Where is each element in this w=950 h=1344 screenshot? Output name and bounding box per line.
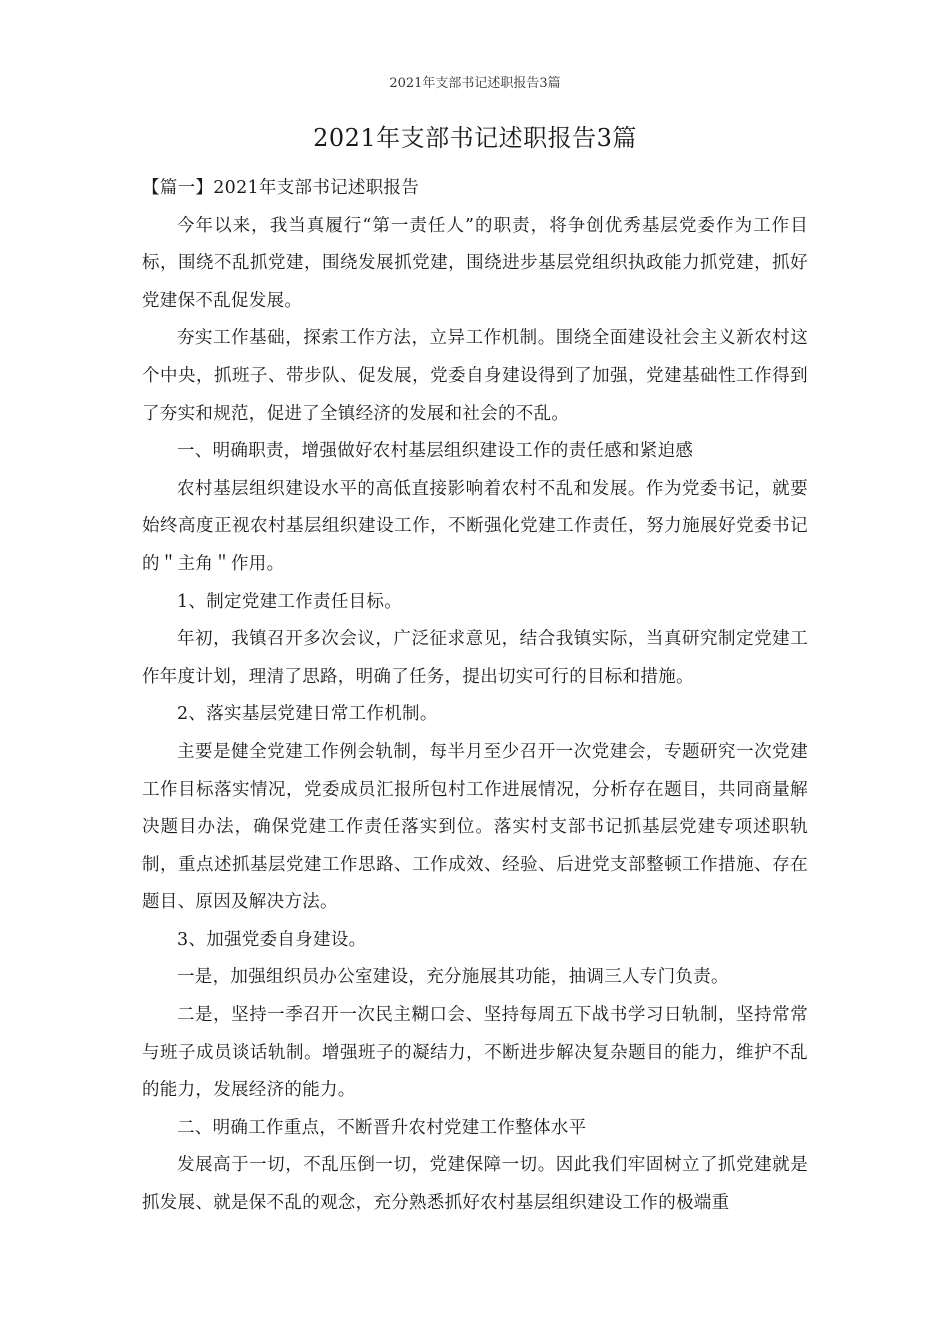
paragraph: 今年以来，我当真履行“第一责任人”的职责，将争创优秀基层党委作为工作目标，围绕不乱抓党建，围绕发展抓党建，围绕进步基层党组织执政能力抓党建，抓好党建保不乱促发展。 [142,215,808,311]
paragraph: 农村基层组织建设水平的高低直接影响着农村不乱和发展。作为党委书记，就要始终高度正视农村基层组织建设工作，不断强化党建工作责任，努力施展好党委书记的＂主角＂作用。 [142,478,808,574]
list-item: 3、加强党委自身建设。 [177,929,367,950]
subheading: 二、明确工作重点，不断晋升农村党建工作整体水平 [177,1117,587,1138]
running-header: 2021年支部书记述职报告3篇 [389,76,561,91]
paragraph: 发展高于一切，不乱压倒一切，党建保障一切。因此我们牢固树立了抓党建就是抓发展、就是保不乱的观念，充分熟悉抓好农村基层组织建设工作的极端重 [142,1155,808,1214]
paragraph: 二是，坚持一季召开一次民主糊口会、坚持每周五下战书学习日轨制，坚持常常与班子成员谈话轨制。增强班子的凝结力，不断进步解决复杂题目的能力，维护不乱的能力，发展经济的能力。 [142,1005,808,1101]
paragraph: 主要是健全党建工作例会轨制，每半月至少召开一次党建会，专题研究一次党建工作目标落实情况，党委成员汇报所包村工作进展情况，分析存在题目，共同商量解决题目办法，确保党建工作责任落实到位。落实村支部书记抓基层党建专项述职轨制，重点述抓基层党建工作思路、工作成效、经验、后进党支部整顿工作措施、存在题目、原因及解决方法。 [142,741,808,913]
paragraph: 年初，我镇召开多次会议，广泛征求意见，结合我镇实际，当真研究制定党建工作年度计划，理清了思路，明确了任务，提出切实可行的目标和措施。 [142,629,808,687]
list-item: 1、制定党建工作责任目标。 [177,591,403,612]
list-item: 2、落实基层党建日常工作机制。 [177,704,438,725]
paragraph: 一是，加强组织员办公室建设，充分施展其功能，抽调三人专门负责。 [177,967,729,988]
document-title: 2021年支部书记述职报告3篇 [313,124,637,152]
section-heading: 【篇一】2021年支部书记述职报告 [142,178,420,198]
paragraph: 夯实工作基础，探索工作方法，立异工作机制。围绕全面建设社会主义新农村这个中央，抓班子、带步队、促发展，党委自身建设得到了加强，党建基础性工作得到了夯实和规范，促进了全镇经济的发展和社会的不乱。 [142,328,808,424]
subheading: 一、明确职责，增强做好农村基层组织建设工作的责任感和紧迫感 [177,441,694,462]
document-body [142,170,808,1223]
